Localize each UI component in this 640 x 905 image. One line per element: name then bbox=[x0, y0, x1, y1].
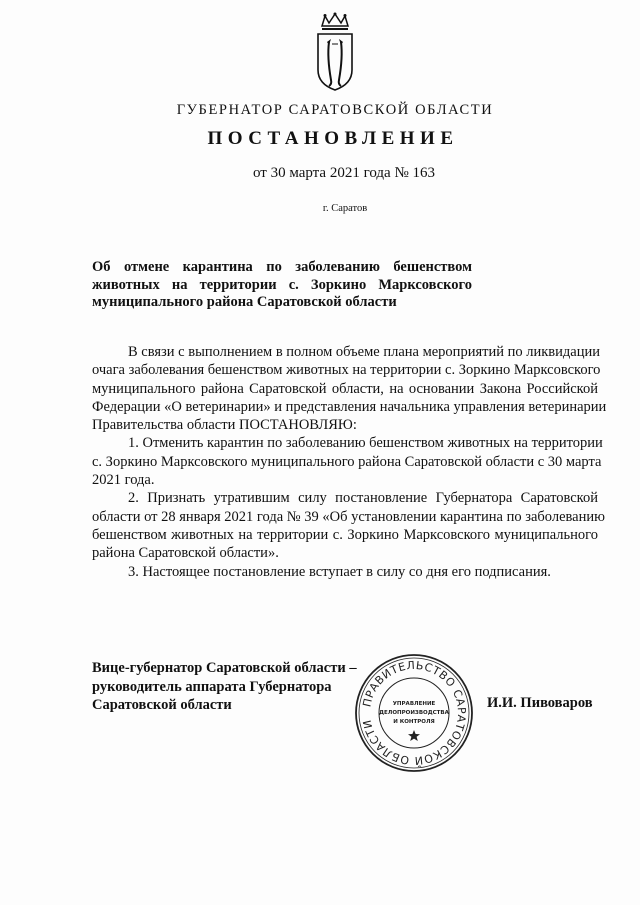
document-type-heading: ПОСТАНОВЛЕНИЕ bbox=[207, 128, 459, 149]
body-line: 2. Признать утратившим силу постановление Губернатора Саратовской bbox=[128, 490, 598, 507]
body-line: 1. Отменить карантин по заболеванию бешенством животных на территории bbox=[128, 435, 603, 452]
signatory-name: И.И. Пивоваров bbox=[487, 695, 593, 711]
signatory-position-line: Саратовской области bbox=[92, 697, 232, 713]
body-line: муниципального района Саратовской области, на основании Закона Российской bbox=[92, 380, 598, 397]
stamp-star-icon bbox=[408, 730, 420, 741]
document-body bbox=[92, 343, 607, 581]
body-line: области от 28 января 2021 года № 39 «Об установлении карантина по заболеванию bbox=[92, 508, 605, 525]
body-line: Федерации «О ветеринарии» и представления начальника управления ветеринарии bbox=[92, 398, 607, 415]
stamp-inner-line: ДЕЛОПРОИЗВОДСТВА bbox=[379, 710, 449, 716]
body-line: очага заболевания бешенством животных на территории с. Зоркино Марксовского bbox=[92, 362, 601, 379]
issuing-authority: ГУБЕРНАТОР САРАТОВСКОЙ ОБЛАСТИ bbox=[176, 102, 494, 118]
body-line: с. Зоркино Марксовского муниципального района Саратовской области с 30 марта bbox=[92, 453, 602, 470]
body-line: района Саратовской области». bbox=[92, 545, 279, 562]
title-line: животных на территории с. Зоркино Марксовского bbox=[92, 276, 472, 293]
document-city: г. Саратов bbox=[322, 203, 368, 214]
official-stamp-seal bbox=[352, 651, 476, 775]
signatory-position-line: руководитель аппарата Губернатора bbox=[92, 678, 332, 695]
body-line: 2021 года. bbox=[92, 472, 155, 489]
title-line: муниципального района Саратовской области bbox=[92, 294, 397, 310]
stamp-inner-line: УПРАВЛЕНИЕ bbox=[392, 701, 436, 707]
signatory-position-line: Вице-губернатор Саратовской области – bbox=[92, 660, 357, 676]
body-line: Правительства области ПОСТАНОВЛЯЮ: bbox=[92, 417, 357, 434]
body-line: 3. Настоящее постановление вступает в силу со дня его подписания. bbox=[128, 563, 551, 580]
saratov-coat-of-arms-emblem bbox=[314, 12, 356, 92]
title-line: Об отмене карантина по заболеванию бешенством bbox=[92, 259, 472, 275]
body-line: бешенством животных на территории с. Зоркино Марксовского муниципального bbox=[92, 526, 598, 543]
stamp-outer-text: ПРАВИТЕЛЬСТВО САРАТОВСКОЙ ОБЛАСТИ bbox=[360, 658, 469, 768]
document-title bbox=[92, 259, 472, 312]
signatory-position bbox=[92, 659, 357, 715]
body-line: В связи с выполнением в полном объеме плана мероприятий по ликвидации bbox=[128, 344, 600, 360]
stamp-inner-line: И КОНТРОЛЯ bbox=[393, 719, 435, 725]
document-date-number: от 30 марта 2021 года № 163 bbox=[252, 165, 436, 181]
